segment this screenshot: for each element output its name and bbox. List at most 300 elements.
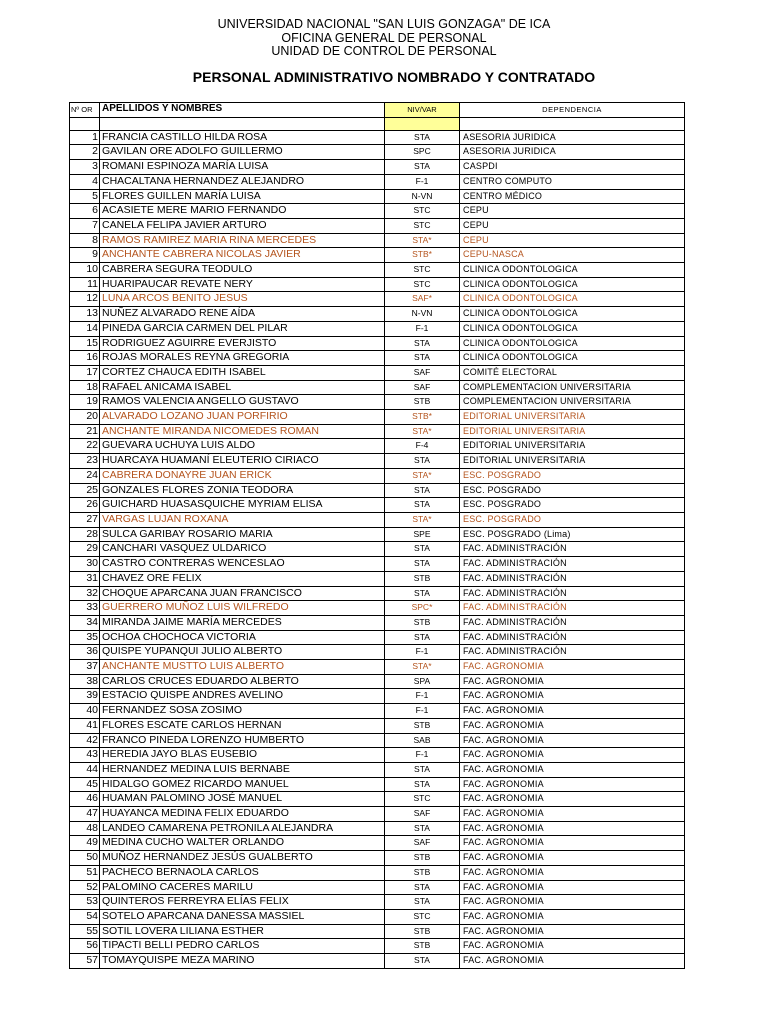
table-row (70, 924, 685, 939)
row-nivel: STC (385, 218, 460, 233)
row-dependencia: FAC. AGRONOMIA (460, 748, 685, 763)
row-number: 57 (70, 954, 100, 969)
table-row (70, 645, 685, 660)
row-nivel: STC (385, 204, 460, 219)
row-name: CHAVEZ ORE FELIX (100, 571, 385, 586)
spacer-cell (70, 117, 100, 130)
row-nivel: STA* (385, 512, 460, 527)
table-row (70, 292, 685, 307)
row-name: HUAYANCA MEDINA FELIX EDUARDO (100, 807, 385, 822)
row-name: CHACALTANA HERNANDEZ ALEJANDRO (100, 174, 385, 189)
office-name: OFICINA GENERAL DE PERSONAL (281, 30, 487, 45)
row-dependencia: CLINICA ODONTOLOGICA (460, 321, 685, 336)
row-dependencia: FAC. AGRONOMIA (460, 836, 685, 851)
row-name: GONZALES FLORES ZONIA TEODORA (100, 483, 385, 498)
row-number: 8 (70, 233, 100, 248)
row-dependencia: ASESORIA JURIDICA (460, 130, 685, 145)
row-number: 48 (70, 821, 100, 836)
row-dependencia: FAC. AGRONOMIA (460, 909, 685, 924)
row-name: PACHECO BERNAOLA CARLOS (100, 865, 385, 880)
row-name: HEREDIA JAYO BLAS EUSEBIO (100, 748, 385, 763)
row-dependencia: CENTRO MÉDICO (460, 189, 685, 204)
row-dependencia: CLINICA ODONTOLOGICA (460, 336, 685, 351)
table-row (70, 204, 685, 219)
row-nivel: STB* (385, 410, 460, 425)
row-number: 43 (70, 748, 100, 763)
row-name: SOTELO APARCANA DANESSA MASSIEL (100, 909, 385, 924)
row-name: CANELA FELIPA JAVIER ARTURO (100, 218, 385, 233)
column-header-nivel: NIV/VAR (385, 103, 460, 118)
table-row (70, 704, 685, 719)
row-dependencia: EDITORIAL UNIVERSITARIA (460, 454, 685, 469)
row-number: 7 (70, 218, 100, 233)
row-nivel: SAB (385, 733, 460, 748)
row-nivel: SPE (385, 527, 460, 542)
table-row (70, 468, 685, 483)
row-number: 46 (70, 792, 100, 807)
table-row (70, 307, 685, 322)
row-name: GUICHARD HUASASQUICHE MYRIAM ELISA (100, 498, 385, 513)
row-nivel: STA (385, 630, 460, 645)
row-nivel: STA (385, 336, 460, 351)
row-number: 40 (70, 704, 100, 719)
row-name: PALOMINO CACERES MARILU (100, 880, 385, 895)
row-number: 9 (70, 248, 100, 263)
table-row (70, 380, 685, 395)
row-number: 28 (70, 527, 100, 542)
row-number: 50 (70, 851, 100, 866)
row-nivel: STB (385, 615, 460, 630)
row-number: 36 (70, 645, 100, 660)
table-row (70, 880, 685, 895)
table-row (70, 689, 685, 704)
row-name: ROMANI ESPINOZA MARÍA LUISA (100, 160, 385, 175)
table-header-spacer-row (70, 117, 685, 130)
row-name: PINEDA GARCIA CARMEN DEL PILAR (100, 321, 385, 336)
row-dependencia: FAC. AGRONOMIA (460, 792, 685, 807)
row-dependencia: CASPDI (460, 160, 685, 175)
row-number: 5 (70, 189, 100, 204)
row-name: SOTIL LOVERA LILIANA ESTHER (100, 924, 385, 939)
row-name: MIRANDA JAIME MARÍA MERCEDES (100, 615, 385, 630)
row-dependencia: FAC. ADMINISTRACIÓN (460, 586, 685, 601)
row-dependencia: ESC. POSGRADO (460, 498, 685, 513)
row-dependencia: FAC. ADMINISTRACIÓN (460, 571, 685, 586)
spacer-cell (100, 117, 385, 130)
row-dependencia: FAC. AGRONOMIA (460, 807, 685, 822)
row-dependencia: CLINICA ODONTOLOGICA (460, 351, 685, 366)
table-row (70, 277, 685, 292)
table-row (70, 160, 685, 175)
row-dependencia: FAC. ADMINISTRACIÓN (460, 601, 685, 616)
table-row (70, 233, 685, 248)
row-number: 30 (70, 557, 100, 572)
row-nivel: SAF (385, 365, 460, 380)
row-name: TOMAYQUISPE MEZA MARINO (100, 954, 385, 969)
row-number: 10 (70, 263, 100, 278)
row-dependencia: ESC. POSGRADO (460, 483, 685, 498)
row-name: CABRERA DONAYRE JUAN ERICK (100, 468, 385, 483)
row-nivel: N-VN (385, 307, 460, 322)
row-nivel: F-1 (385, 748, 460, 763)
row-number: 54 (70, 909, 100, 924)
row-dependencia: CEPU (460, 233, 685, 248)
row-dependencia: EDITORIAL UNIVERSITARIA (460, 439, 685, 454)
row-number: 2 (70, 145, 100, 160)
unit-name: UNIDAD DE CONTROL DE PERSONAL (271, 44, 497, 58)
university-name: UNIVERSIDAD NACIONAL "SAN LUIS GONZAGA" DE ICA (217, 17, 551, 31)
row-name: CASTRO CONTRERAS WENCESLAO (100, 557, 385, 572)
column-header-num: Nº OR (70, 103, 100, 118)
row-number: 49 (70, 836, 100, 851)
row-number: 4 (70, 174, 100, 189)
table-row (70, 395, 685, 410)
table-row (70, 674, 685, 689)
row-name: NUÑEZ ALVARADO RENE AÍDA (100, 307, 385, 322)
row-name: FLORES ESCATE CARLOS HERNAN (100, 718, 385, 733)
table-row (70, 130, 685, 145)
row-nivel: SAF (385, 836, 460, 851)
row-number: 22 (70, 439, 100, 454)
row-name: FLORES GUILLEN MARÍA LUISA (100, 189, 385, 204)
row-dependencia: ESC. POSGRADO (Lima) (460, 527, 685, 542)
row-nivel: SPC* (385, 601, 460, 616)
row-name: MEDINA CUCHO WALTER ORLANDO (100, 836, 385, 851)
row-dependencia: FAC. ADMINISTRACIÓN (460, 615, 685, 630)
table-row (70, 601, 685, 616)
table-row (70, 748, 685, 763)
table-row (70, 762, 685, 777)
row-dependencia: FAC. AGRONOMIA (460, 895, 685, 910)
row-name: HERNANDEZ MEDINA LUIS BERNABE (100, 762, 385, 777)
row-number: 41 (70, 718, 100, 733)
row-number: 23 (70, 454, 100, 469)
row-name: SULCA GARIBAY ROSARIO MARIA (100, 527, 385, 542)
row-dependencia: CEPU (460, 218, 685, 233)
row-dependencia: CLINICA ODONTOLOGICA (460, 277, 685, 292)
row-number: 55 (70, 924, 100, 939)
column-header-name: APELLIDOS Y NOMBRES (100, 103, 385, 118)
row-number: 52 (70, 880, 100, 895)
table-row (70, 321, 685, 336)
row-nivel: STC (385, 792, 460, 807)
table-row (70, 351, 685, 366)
row-name: CANCHARI VASQUEZ ULDARICO (100, 542, 385, 557)
table-row (70, 954, 685, 969)
table-row (70, 145, 685, 160)
table-row (70, 939, 685, 954)
row-nivel: STA (385, 542, 460, 557)
row-number: 45 (70, 777, 100, 792)
row-name: GUERRERO MUÑOZ LUIS WILFREDO (100, 601, 385, 616)
row-nivel: SAF (385, 807, 460, 822)
row-number: 47 (70, 807, 100, 822)
row-nivel: STB (385, 865, 460, 880)
row-name: CORTEZ CHAUCA EDITH ISABEL (100, 365, 385, 380)
table-row (70, 571, 685, 586)
table-row (70, 718, 685, 733)
row-nivel: STA (385, 483, 460, 498)
table-header-row (70, 103, 685, 118)
table-row (70, 909, 685, 924)
row-number: 26 (70, 498, 100, 513)
table-row (70, 410, 685, 425)
row-nivel: STA (385, 821, 460, 836)
row-number: 25 (70, 483, 100, 498)
row-name: ESTACIO QUISPE ANDRES AVELINO (100, 689, 385, 704)
row-number: 37 (70, 660, 100, 675)
row-number: 56 (70, 939, 100, 954)
row-name: FERNANDEZ SOSA ZOSIMO (100, 704, 385, 719)
table-row (70, 777, 685, 792)
row-nivel: F-1 (385, 689, 460, 704)
row-dependencia: FAC. ADMINISTRACIÓN (460, 557, 685, 572)
row-dependencia: FAC. ADMINISTRACIÓN (460, 630, 685, 645)
row-number: 6 (70, 204, 100, 219)
document-header (0, 18, 768, 59)
table-row (70, 218, 685, 233)
row-dependencia: ASESORIA JURIDICA (460, 145, 685, 160)
row-name: GUEVARA UCHUYA LUIS ALDO (100, 439, 385, 454)
row-name: LANDEO CAMARENA PETRONILA ALEJANDRA (100, 821, 385, 836)
table-row (70, 586, 685, 601)
row-nivel: STB (385, 571, 460, 586)
row-number: 38 (70, 674, 100, 689)
row-name: OCHOA CHOCHOCA VICTORIA (100, 630, 385, 645)
row-nivel: SAF* (385, 292, 460, 307)
row-name: CABRERA SEGURA TEODULO (100, 263, 385, 278)
row-dependencia: CEPU-NASCA (460, 248, 685, 263)
row-dependencia: CLINICA ODONTOLOGICA (460, 292, 685, 307)
row-dependencia: FAC. AGRONOMIA (460, 851, 685, 866)
row-name: CARLOS CRUCES EDUARDO ALBERTO (100, 674, 385, 689)
row-nivel: STB* (385, 248, 460, 263)
row-number: 51 (70, 865, 100, 880)
row-nivel: STA (385, 454, 460, 469)
row-number: 15 (70, 336, 100, 351)
row-name: RODRIGUEZ AGUIRRE EVERJISTO (100, 336, 385, 351)
row-number: 32 (70, 586, 100, 601)
row-name: RAFAEL ANICAMA ISABEL (100, 380, 385, 395)
row-nivel: F-1 (385, 704, 460, 719)
row-dependencia: FAC. AGRONOMIA (460, 674, 685, 689)
row-dependencia: FAC. AGRONOMIA (460, 865, 685, 880)
table-row (70, 660, 685, 675)
row-dependencia: EDITORIAL UNIVERSITARIA (460, 410, 685, 425)
row-number: 39 (70, 689, 100, 704)
row-dependencia: CEPU (460, 204, 685, 219)
row-nivel: STB (385, 851, 460, 866)
row-name: TIPACTI BELLI PEDRO CARLOS (100, 939, 385, 954)
row-dependencia: COMPLEMENTACION UNIVERSITARIA (460, 380, 685, 395)
row-nivel: F-1 (385, 645, 460, 660)
row-name: RAMOS VALENCIA ANGELLO GUSTAVO (100, 395, 385, 410)
row-name: HUARIPAUCAR REVATE NERY (100, 277, 385, 292)
row-nivel: STA* (385, 233, 460, 248)
row-dependencia: FAC. AGRONOMIA (460, 821, 685, 836)
row-number: 34 (70, 615, 100, 630)
row-dependencia: FAC. AGRONOMIA (460, 939, 685, 954)
row-number: 53 (70, 895, 100, 910)
row-number: 29 (70, 542, 100, 557)
table-row (70, 336, 685, 351)
row-nivel: STB (385, 718, 460, 733)
row-dependencia: FAC. AGRONOMIA (460, 880, 685, 895)
row-nivel: STA (385, 351, 460, 366)
row-dependencia: CLINICA ODONTOLOGICA (460, 263, 685, 278)
table-row (70, 630, 685, 645)
personnel-table (69, 102, 685, 969)
document-title: PERSONAL ADMINISTRATIVO NOMBRADO Y CONTRATADO (192, 69, 596, 85)
row-nivel: STA (385, 895, 460, 910)
row-nivel: STC (385, 263, 460, 278)
row-number: 16 (70, 351, 100, 366)
row-number: 19 (70, 395, 100, 410)
row-nivel: F-1 (385, 321, 460, 336)
row-dependencia: FAC. AGRONOMIA (460, 954, 685, 969)
row-number: 33 (70, 601, 100, 616)
row-number: 44 (70, 762, 100, 777)
row-name: ACASIETE MERE MARIO FERNANDO (100, 204, 385, 219)
table-row (70, 792, 685, 807)
row-dependencia: FAC. AGRONOMIA (460, 762, 685, 777)
row-dependencia: FAC. AGRONOMIA (460, 718, 685, 733)
row-nivel: STA (385, 498, 460, 513)
row-dependencia: FAC. AGRONOMIA (460, 704, 685, 719)
table-row (70, 483, 685, 498)
row-name: MUÑOZ HERNANDEZ JESÚS GUALBERTO (100, 851, 385, 866)
row-nivel: STB (385, 939, 460, 954)
row-number: 20 (70, 410, 100, 425)
row-number: 1 (70, 130, 100, 145)
row-nivel: STA* (385, 424, 460, 439)
row-nivel: STA (385, 130, 460, 145)
table-row (70, 865, 685, 880)
table-row (70, 174, 685, 189)
row-name: GAVILAN ORE ADOLFO GUILLERMO (100, 145, 385, 160)
row-nivel: F-4 (385, 439, 460, 454)
row-number: 42 (70, 733, 100, 748)
table-row (70, 821, 685, 836)
row-number: 27 (70, 512, 100, 527)
table-row (70, 248, 685, 263)
row-name: FRANCO PINEDA LORENZO HUMBERTO (100, 733, 385, 748)
row-name: VARGAS LUJAN ROXANA (100, 512, 385, 527)
row-number: 35 (70, 630, 100, 645)
row-nivel: N-VN (385, 189, 460, 204)
row-dependencia: FAC. AGRONOMIA (460, 660, 685, 675)
row-name: QUISPE YUPANQUI JULIO ALBERTO (100, 645, 385, 660)
row-name: ANCHANTE CABRERA NICOLAS JAVIER (100, 248, 385, 263)
table-row (70, 557, 685, 572)
row-nivel: STA* (385, 660, 460, 675)
row-number: 3 (70, 160, 100, 175)
row-dependencia: FAC. AGRONOMIA (460, 924, 685, 939)
table-row (70, 851, 685, 866)
table-row (70, 807, 685, 822)
row-dependencia: CENTRO COMPUTO (460, 174, 685, 189)
row-number: 12 (70, 292, 100, 307)
row-dependencia: FAC. ADMINISTRACIÓN (460, 542, 685, 557)
table-row (70, 542, 685, 557)
row-nivel: STA (385, 160, 460, 175)
row-name: ANCHANTE MIRANDA NICOMEDES ROMAN (100, 424, 385, 439)
row-dependencia: COMPLEMENTACION UNIVERSITARIA (460, 395, 685, 410)
row-nivel: STA (385, 777, 460, 792)
row-nivel: STA (385, 557, 460, 572)
row-name: HUAMAN PALOMINO JOSÉ MANUEL (100, 792, 385, 807)
table-row (70, 439, 685, 454)
row-nivel: STA (385, 880, 460, 895)
row-nivel: STA* (385, 468, 460, 483)
row-name: QUINTEROS FERREYRA ELÍAS FELIX (100, 895, 385, 910)
row-nivel: STB (385, 924, 460, 939)
spacer-cell (460, 117, 685, 130)
row-name: HIDALGO GOMEZ RICARDO MANUEL (100, 777, 385, 792)
row-name: ALVARADO LOZANO JUAN PORFIRIO (100, 410, 385, 425)
row-dependencia: FAC. AGRONOMIA (460, 733, 685, 748)
row-dependencia: FAC. AGRONOMIA (460, 777, 685, 792)
row-dependencia: EDITORIAL UNIVERSITARIA (460, 424, 685, 439)
row-number: 31 (70, 571, 100, 586)
spacer-cell (385, 117, 460, 130)
table-row (70, 189, 685, 204)
table-row (70, 733, 685, 748)
table-row (70, 527, 685, 542)
row-name: ANCHANTE MUSTTO LUIS ALBERTO (100, 660, 385, 675)
row-number: 24 (70, 468, 100, 483)
row-dependencia: ESC. POSGRADO (460, 512, 685, 527)
row-number: 14 (70, 321, 100, 336)
row-name: ROJAS MORALES REYNA GREGORIA (100, 351, 385, 366)
row-nivel: SAF (385, 380, 460, 395)
row-dependencia: ESC. POSGRADO (460, 468, 685, 483)
table-row (70, 895, 685, 910)
table-row (70, 365, 685, 380)
row-name: LUNA ARCOS BENITO JESUS (100, 292, 385, 307)
row-number: 13 (70, 307, 100, 322)
table-row (70, 498, 685, 513)
row-nivel: STC (385, 277, 460, 292)
row-nivel: STC (385, 909, 460, 924)
row-name: CHOQUE APARCANA JUAN FRANCISCO (100, 586, 385, 601)
row-number: 17 (70, 365, 100, 380)
row-name: HUARCAYA HUAMANÍ ELEUTERIO CIRIACO (100, 454, 385, 469)
row-name: FRANCIA CASTILLO HILDA ROSA (100, 130, 385, 145)
row-dependencia: FAC. ADMINISTRACIÓN (460, 645, 685, 660)
row-dependencia: COMITÉ ELECTORAL (460, 365, 685, 380)
table-row (70, 836, 685, 851)
table-row (70, 454, 685, 469)
row-number: 11 (70, 277, 100, 292)
column-header-dependencia: DEPENDENCIA (460, 103, 685, 118)
row-nivel: F-1 (385, 174, 460, 189)
row-nivel: STA (385, 762, 460, 777)
row-dependencia: CLINICA ODONTOLOGICA (460, 307, 685, 322)
row-number: 21 (70, 424, 100, 439)
table-row (70, 615, 685, 630)
row-nivel: SPA (385, 674, 460, 689)
row-dependencia: FAC. AGRONOMIA (460, 689, 685, 704)
table-row (70, 512, 685, 527)
row-nivel: SPC (385, 145, 460, 160)
row-nivel: STB (385, 395, 460, 410)
table-row (70, 424, 685, 439)
row-nivel: STA (385, 586, 460, 601)
row-number: 18 (70, 380, 100, 395)
table-row (70, 263, 685, 278)
row-name: RAMOS RAMIREZ MARIA RINA MERCEDES (100, 233, 385, 248)
